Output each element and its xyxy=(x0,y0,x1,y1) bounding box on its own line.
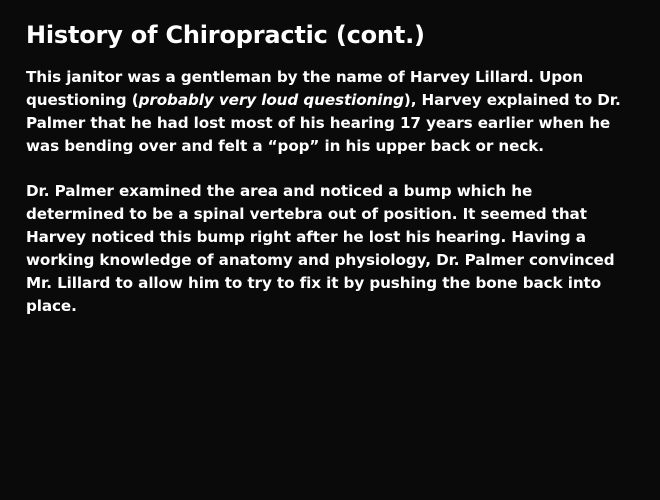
paragraph-1-segment-2-italic: probably very loud questioning xyxy=(138,90,404,109)
page-title: History of Chiropractic (cont.) xyxy=(26,21,425,49)
paragraph-2 xyxy=(26,180,634,319)
slide-body xyxy=(26,66,634,319)
paragraph-1-segment-3: ), Harvey explained to Dr. Palmer that he had lost most of his hearing 17 years earlier when he was bending over and felt a “pop” in his upper back or neck. xyxy=(26,90,621,155)
paragraph-1-segment-1: This janitor was a gentleman by the name of Harvey Lillard. Upon questioning ( xyxy=(26,67,584,109)
paragraph-2-segment-1: Dr. Palmer examined the area and noticed a bump which he determined to be a spinal vertebra out of position. It seemed that Harvey noticed this bump right after he lost his hearing. Having a working knowledge of anatomy and physiology, Dr. Palmer convinced Mr. Lillard to allow him to try to fix it by pushing the bone back into place. xyxy=(26,181,615,316)
paragraph-1 xyxy=(26,66,634,158)
